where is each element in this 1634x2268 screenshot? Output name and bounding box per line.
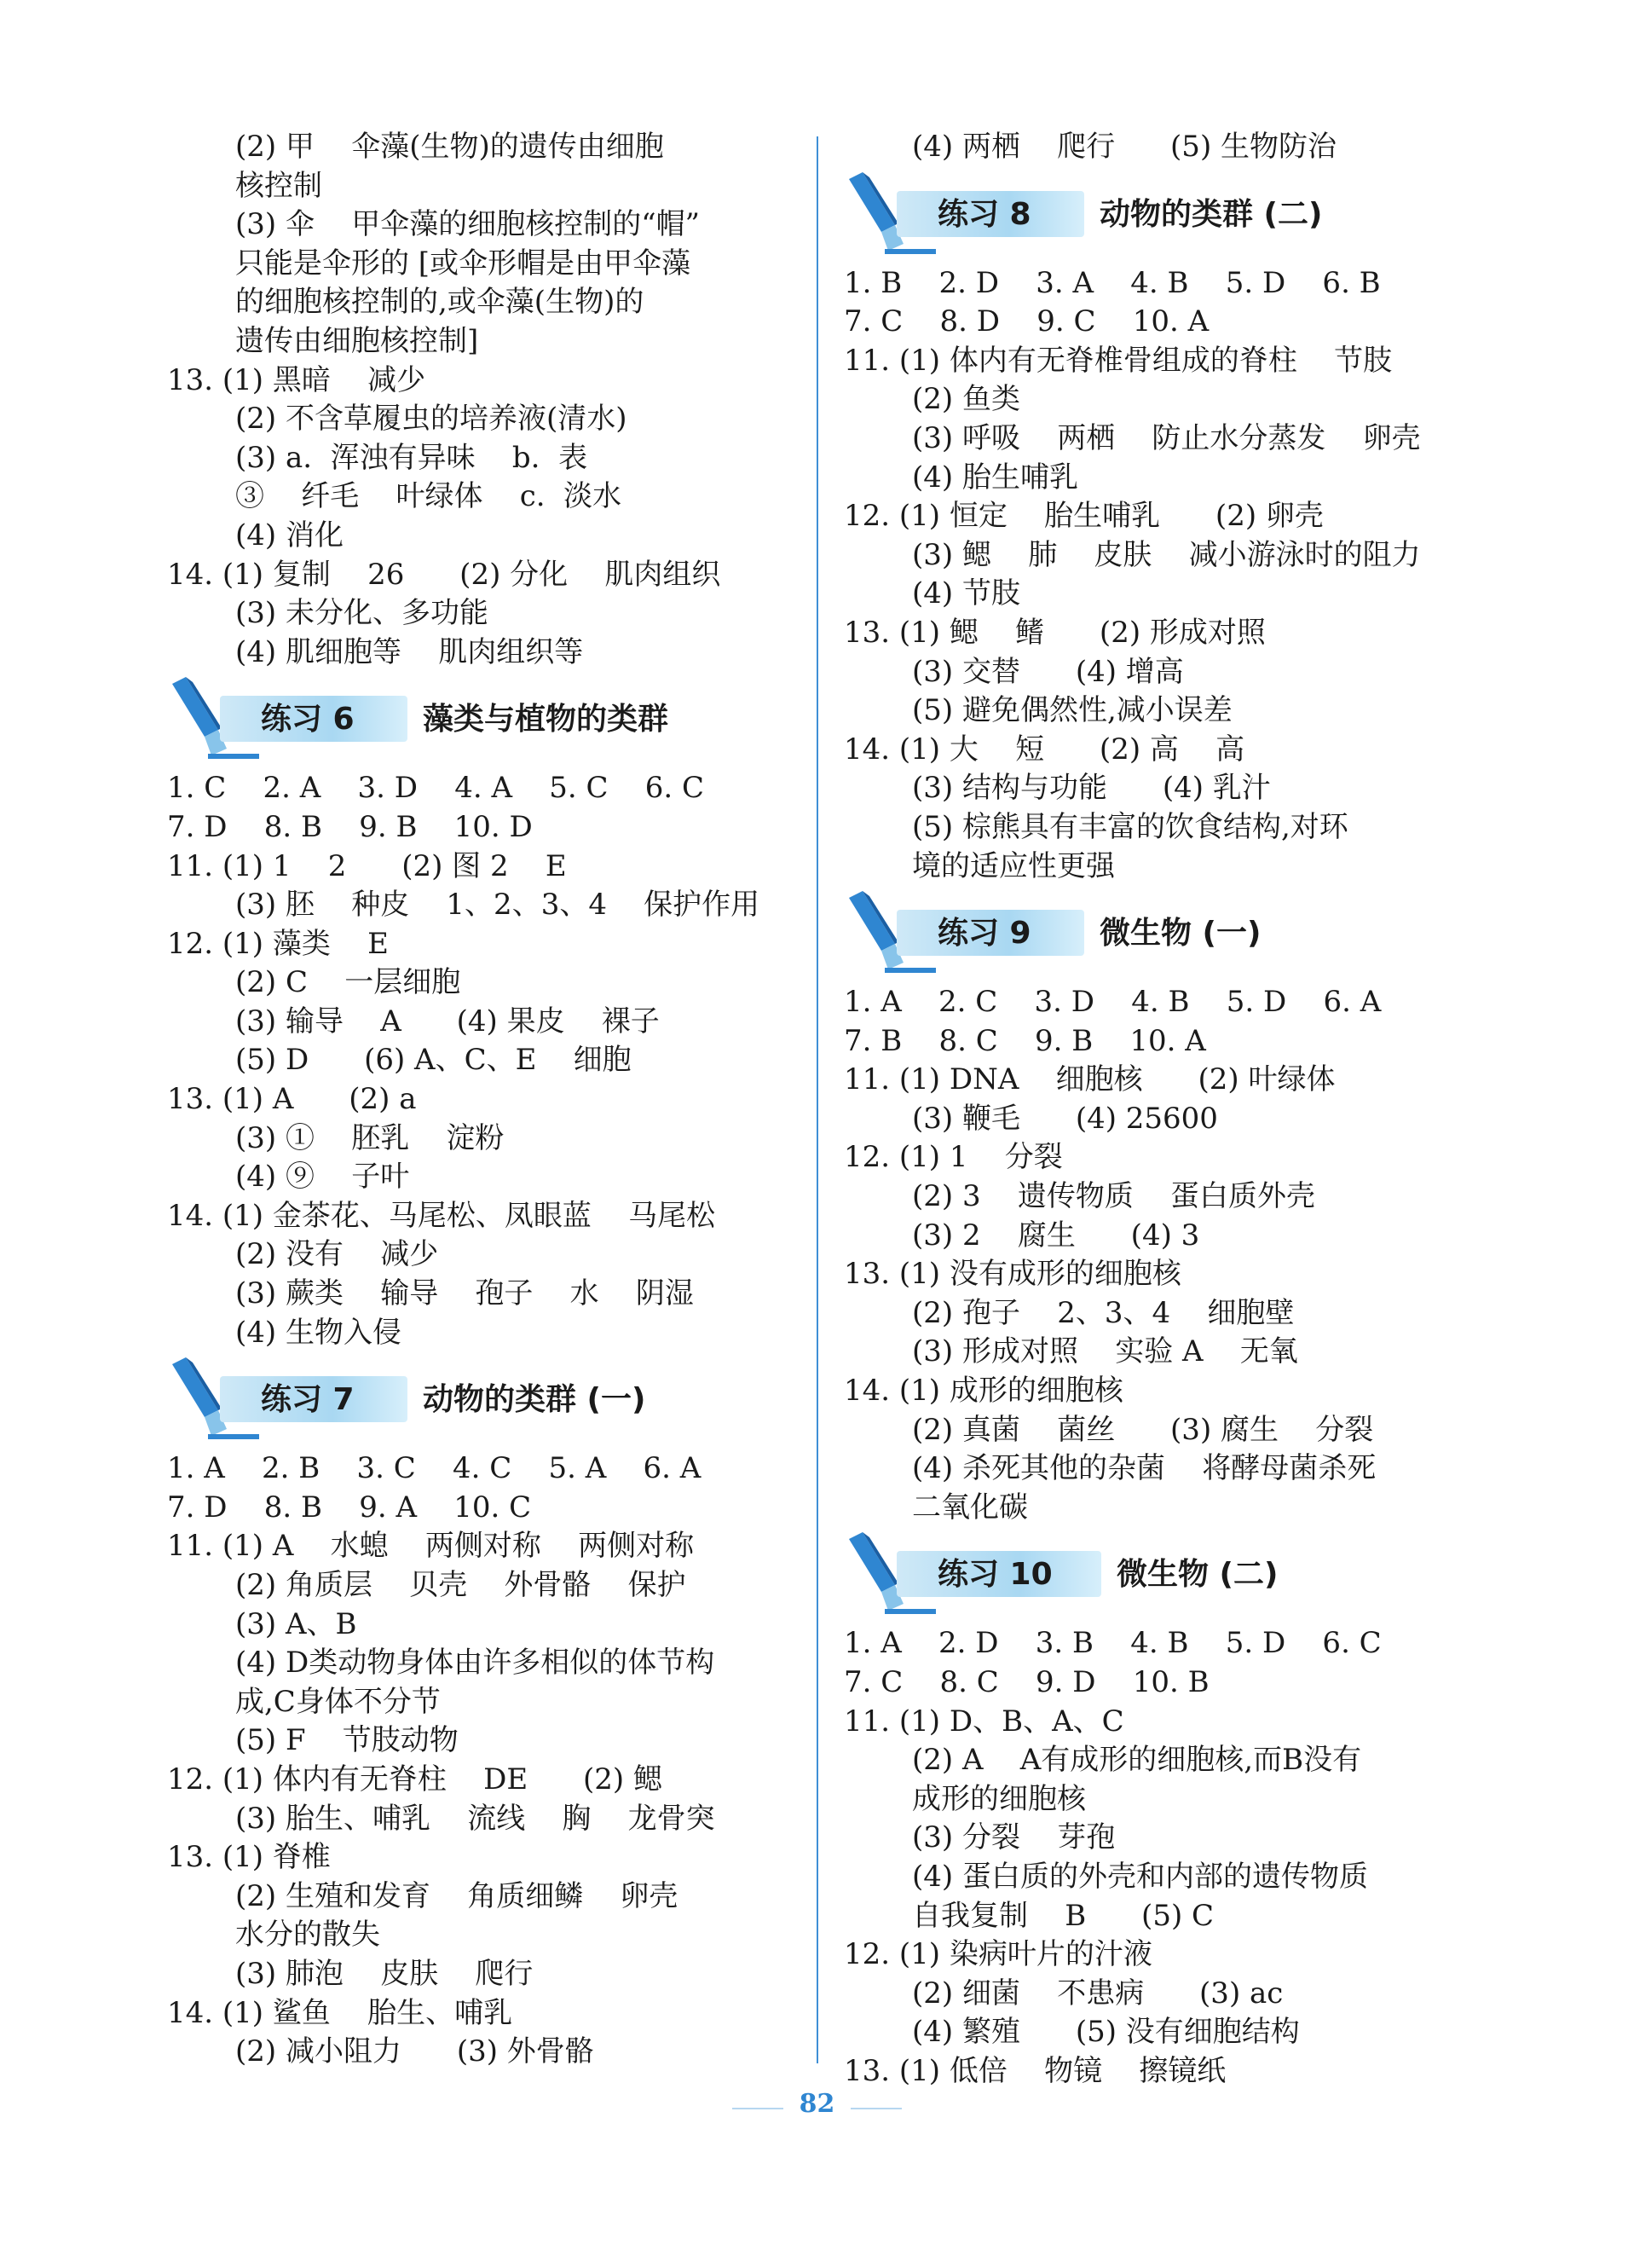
section-7-answers [167,1449,798,2072]
answer-line: 7. B 8. C 9. B 10. A [844,1023,1206,1058]
answer-line: 1. A 2. B 3. C 4. C 5. A 6. A [167,1451,702,1486]
answer-line: (2) 孢子 2、3、4 细胞壁 [912,1295,1295,1330]
answer-line: (3) 分裂 芽孢 [912,1820,1116,1855]
answer-line: 成,C身体不分节 [235,1684,441,1719]
left-column [167,128,798,2072]
answer-line: (4) 消化 [235,518,344,553]
answer-line: (4) 肌细胞等 肌肉组织等 [235,634,584,669]
answer-line: (4) 胎生哺乳 [912,460,1078,495]
answer-line: (5) F 节肢动物 [235,1723,459,1758]
answer-line: 13. (1) 黑暗 减少 [167,362,426,397]
right-column [844,128,1475,2092]
answer-line: (3) 2 腐生 (4) 3 [912,1218,1200,1253]
section-10-answers [844,1624,1475,2091]
footer-rule-right [851,2108,902,2109]
answer-line: (4) 两栖 爬行 (5) 生物防治 [912,130,1337,164]
section-title: 藻类与植物的类群 [423,702,669,738]
answer-line: (5) 棕熊具有丰富的饮食结构,对环 [912,809,1348,844]
answer-line: (3) 呼吸 两栖 防止水分蒸发 卵壳 [912,420,1421,455]
section-6-answers [167,769,798,1352]
answer-line: 11. (1) 1 2 (2) 图 2 E [167,848,567,883]
section-8-answers [844,264,1475,887]
answer-line: (4) 生物入侵 [235,1315,401,1350]
answer-line: 二氧化碳 [912,1490,1028,1525]
answer-line: 核控制 [235,168,322,203]
answer-line: (2) 3 遗传物质 蛋白质外壳 [912,1179,1316,1214]
answer-line: (3) 鞭毛 (4) 25600 [912,1101,1218,1136]
section-label: 练习 7 [261,1382,355,1418]
answer-line: ③ 纤毛 叶绿体 c. 淡水 [235,479,622,514]
answer-line: (2) 甲 伞藻(生物)的遗传由细胞 [235,130,664,164]
answer-line: (2) A A有成形的细胞核,而B没有 [912,1743,1362,1778]
answer-line: 11. (1) D、B、A、C [844,1704,1124,1739]
answer-line: (3) 结构与功能 (4) 乳汁 [912,771,1271,806]
section-header-9 [844,891,1475,976]
section-title: 动物的类群 (一) [423,1382,646,1418]
answer-line: 1. C 2. A 3. D 4. A 5. C 6. C [167,771,705,806]
answer-line: (3) A、B [235,1606,357,1641]
answer-line: (2) 没有 减少 [235,1237,439,1272]
answer-line: 11. (1) DNA 细胞核 (2) 叶绿体 [844,1062,1336,1097]
answer-line: (4) 杀死其他的杂菌 将酵母菌杀死 [912,1451,1377,1486]
answer-line: (5) 避免偶然性,减小误差 [912,693,1233,728]
section-label: 练习 9 [938,916,1031,952]
answer-line: 7. D 8. B 9. B 10. D [167,809,533,844]
answer-line: (3) 鳃 肺 皮肤 减小游泳时的阻力 [912,537,1421,572]
section-label: 练习 8 [938,196,1031,232]
answer-line: (4) 节肢 [912,576,1020,611]
section-header-6 [167,677,798,762]
section-header-7 [167,1357,798,1443]
answer-line: (5) D (6) A、C、E 细胞 [235,1043,632,1078]
section-label: 练习 10 [938,1557,1053,1593]
answer-line: 13. (1) 没有成形的细胞核 [844,1257,1181,1292]
answer-line: 14. (1) 鲨鱼 胎生、哺乳 [167,1995,513,2030]
answer-line: (3) 交替 (4) 增高 [912,654,1184,689]
answer-line: (3) 肺泡 皮肤 爬行 [235,1956,534,1991]
answer-line: 14. (1) 复制 26 (2) 分化 肌肉组织 [167,557,721,592]
answer-line: 境的适应性更强 [912,848,1115,883]
answer-line: (3) a. 浑浊有异味 b. 表 [235,440,588,475]
answer-line: (4) 蛋白质的外壳和内部的遗传物质 [912,1859,1368,1894]
page-footer [0,2089,1634,2119]
section-header-8 [844,172,1475,257]
answer-line: 13. (1) A (2) a [167,1082,417,1117]
answer-line: (2) 不含草履虫的培养液(清水) [235,402,627,437]
answer-line: (4) ⑨ 子叶 [235,1160,410,1195]
answer-line: 11. (1) 体内有无脊椎骨组成的脊柱 节肢 [844,343,1393,378]
section-title: 微生物 (二) [1117,1557,1279,1593]
answer-line: (2) 角质层 贝壳 外骨骼 保护 [235,1568,686,1602]
footer-rule-left [732,2108,783,2109]
answer-line: 1. A 2. C 3. D 4. B 5. D 6. A [844,985,1382,1020]
answer-line: 7. C 8. C 9. D 10. B [844,1665,1210,1699]
answer-line: 7. C 8. D 9. C 10. A [844,304,1210,339]
answer-line: (3) ① 胚乳 淀粉 [235,1120,505,1155]
answer-line: (2) C 一层细胞 [235,965,461,1000]
answer-line: 遗传由细胞核控制] [235,323,479,358]
answer-line: 13. (1) 低倍 物镜 擦镜纸 [844,2053,1227,2088]
answer-line: (2) 减小阻力 (3) 外骨骼 [235,2034,594,2069]
answer-line: (3) 胎生、哺乳 流线 胸 龙骨突 [235,1801,715,1836]
section-title: 动物的类群 (二) [1100,196,1323,232]
answer-line: (2) 鱼类 [912,382,1020,417]
answer-line: (4) D类动物身体由许多相似的体节构 [235,1646,715,1681]
answer-line: 水分的散失 [235,1918,380,1953]
answer-line: (3) 形成对照 实验 A 无氧 [912,1334,1298,1369]
answer-line: 11. (1) A 水螅 两侧对称 两侧对称 [167,1529,695,1564]
answer-line: (3) 伞 甲伞藻的细胞核控制的“帽” [235,207,700,242]
answer-line: (3) 未分化、多功能 [235,596,488,631]
answer-line: 1. A 2. D 3. B 4. B 5. D 6. C [844,1626,1382,1661]
answer-line: 12. (1) 恒定 胎生哺乳 (2) 卵壳 [844,499,1324,534]
answer-line: 7. D 8. B 9. A 10. C [167,1490,532,1525]
answer-line: 成形的细胞核 [912,1781,1086,1816]
answer-line: (4) 繁殖 (5) 没有细胞结构 [912,2015,1300,2050]
answer-line: 14. (1) 金茶花、马尾松、凤眼蓝 马尾松 [167,1198,716,1233]
section-label: 练习 6 [261,702,355,738]
answer-line: 只能是伞形的 [或伞形帽是由甲伞藻 [235,246,691,281]
answer-line: 自我复制 B (5) C [912,1898,1215,1933]
answer-line: 14. (1) 成形的细胞核 [844,1374,1123,1409]
section-9-answers [844,983,1475,1527]
page-number: 82 [799,2089,835,2119]
answer-line: (2) 生殖和发育 角质细鳞 卵壳 [235,1878,678,1913]
answer-line: 的细胞核控制的,或伞藻(生物)的 [235,285,644,320]
answer-line: 1. B 2. D 3. A 4. B 5. D 6. B [844,265,1381,300]
answer-line: 12. (1) 藻类 E [167,926,389,961]
answer-line: (3) 胚 种皮 1、2、3、4 保护作用 [235,888,760,923]
answer-line: (2) 细菌 不患病 (3) ac [912,1976,1284,2011]
answer-line: (2) 真菌 菌丝 (3) 腐生 分裂 [912,1412,1374,1447]
column-divider [817,136,818,2063]
answer-line: (3) 蕨类 输导 孢子 水 阴湿 [235,1276,694,1311]
section-header-10 [844,1532,1475,1617]
answer-line: 13. (1) 鳃 鳍 (2) 形成对照 [844,615,1266,650]
answer-line: 12. (1) 体内有无脊柱 DE (2) 鳃 [167,1762,662,1796]
section-title: 微生物 (一) [1100,916,1262,952]
answer-line: 12. (1) 1 分裂 [844,1140,1063,1175]
answer-line: (3) 输导 A (4) 果皮 裸子 [235,1004,660,1039]
answer-line: 13. (1) 脊椎 [167,1840,331,1875]
answer-line: 12. (1) 染病叶片的汁液 [844,1937,1152,1972]
right-top-lines [844,128,1475,167]
left-top-lines [167,128,798,672]
answer-line: 14. (1) 大 短 (2) 高 高 [844,732,1245,767]
